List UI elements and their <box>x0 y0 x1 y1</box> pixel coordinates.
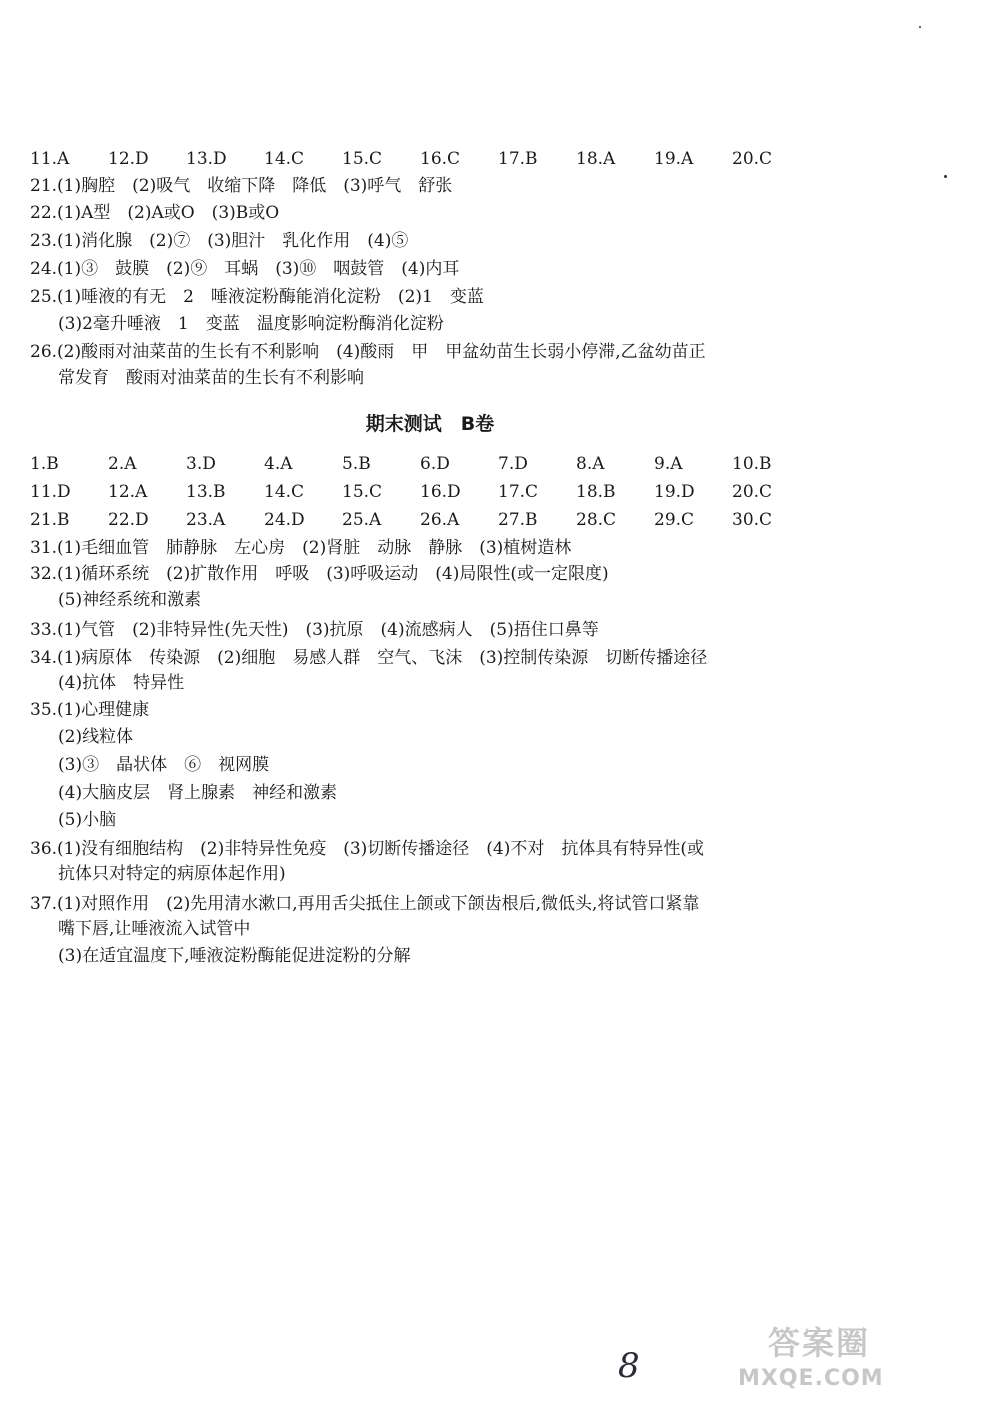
answer-line: 32.(1)循环系统 (2)扩散作用 呼吸 (3)呼吸运动 (4)局限性(或一定限度) <box>30 564 609 584</box>
answer-line: 36.(1)没有细胞结构 (2)非特异性免疫 (3)切断传播途径 (4)不对 抗体具有特异性(或 <box>30 839 704 859</box>
mc-answer: 30.C <box>732 510 773 530</box>
mc-answer: 4.A <box>264 454 293 474</box>
mc-answer: 27.B <box>498 510 538 530</box>
mc-answer: 18.A <box>576 149 616 169</box>
answer-line: 33.(1)气管 (2)非特异性(先天性) (3)抗原 (4)流感病人 (5)捂住口鼻等 <box>30 620 599 640</box>
answer-line: (3)2毫升唾液 1 变蓝 温度影响淀粉酶消化淀粉 <box>58 314 444 334</box>
mc-answer: 13.B <box>186 482 226 502</box>
answer-line: 常发育 酸雨对油菜苗的生长有不利影响 <box>58 368 364 388</box>
mc-answer: 17.C <box>498 482 539 502</box>
answer-line: 23.(1)消化腺 (2)⑦ (3)胆汁 乳化作用 (4)⑤ <box>30 231 409 251</box>
answer-line: 35.(1)心理健康 <box>30 700 150 720</box>
answer-line: (2)线粒体 <box>58 727 134 747</box>
answer-line: (3)③ 晶状体 ⑥ 视网膜 <box>58 755 270 775</box>
answer-line: 22.(1)A型 (2)A或O (3)B或O <box>30 203 280 223</box>
mc-answer: 14.C <box>264 149 305 169</box>
mc-answer: 13.D <box>186 149 227 169</box>
mc-answer: 10.B <box>732 454 772 474</box>
answer-line: 21.(1)胸腔 (2)吸气 收缩下降 降低 (3)呼气 舒张 <box>30 176 453 196</box>
mc-answer: 21.B <box>30 510 70 530</box>
mc-answer: 17.B <box>498 149 538 169</box>
answer-line: 37.(1)对照作用 (2)先用清水漱口,再用舌尖抵住上颌或下颌齿根后,微低头,将试管口紧靠 <box>30 894 700 914</box>
mc-answer: 7.D <box>498 454 528 474</box>
page-number: 8 <box>618 1346 640 1386</box>
answer-line: (5)神经系统和激素 <box>58 590 202 610</box>
answer-line: 嘴下唇,让唾液流入试管中 <box>58 919 251 939</box>
scan-speck <box>944 175 947 178</box>
mc-answer: 23.A <box>186 510 226 530</box>
section-title: 期末测试 B卷 <box>365 413 495 435</box>
mc-answer: 8.A <box>576 454 605 474</box>
mc-answer: 19.D <box>654 482 695 502</box>
mc-answer: 20.C <box>732 482 773 502</box>
answer-line: 26.(2)酸雨对油菜苗的生长有不利影响 (4)酸雨 甲 甲盆幼苗生长弱小停滞,乙盆幼苗正 <box>30 342 706 362</box>
watermark-logo: 答案圈 <box>768 1324 871 1362</box>
mc-answer: 15.C <box>342 482 383 502</box>
mc-answer: 14.C <box>264 482 305 502</box>
mc-answer: 28.C <box>576 510 617 530</box>
mc-answer: 11.A <box>30 149 70 169</box>
mc-answer: 26.A <box>420 510 460 530</box>
mc-answer: 29.C <box>654 510 695 530</box>
watermark-url: MXQE.COM <box>738 1366 884 1391</box>
mc-answer: 9.A <box>654 454 683 474</box>
mc-answer: 5.B <box>342 454 371 474</box>
mc-answer: 16.D <box>420 482 461 502</box>
mc-answer: 19.A <box>654 149 694 169</box>
mc-answer: 20.C <box>732 149 773 169</box>
mc-answer: 12.A <box>108 482 148 502</box>
mc-answer: 15.C <box>342 149 383 169</box>
mc-answer: 2.A <box>108 454 137 474</box>
mc-answer: 16.C <box>420 149 461 169</box>
answer-line: 抗体只对特定的病原体起作用) <box>58 864 286 884</box>
mc-answer: 12.D <box>108 149 149 169</box>
mc-answer: 24.D <box>264 510 305 530</box>
mc-answer: 25.A <box>342 510 382 530</box>
answer-line: 25.(1)唾液的有无 2 唾液淀粉酶能消化淀粉 (2)1 变蓝 <box>30 287 484 307</box>
mc-answer: 6.D <box>420 454 450 474</box>
answer-line: (5)小脑 <box>58 810 117 830</box>
scan-speck <box>919 26 921 28</box>
answer-line: (4)抗体 特异性 <box>58 673 185 693</box>
watermark <box>738 1318 992 1396</box>
answer-line: 31.(1)毛细血管 肺静脉 左心房 (2)肾脏 动脉 静脉 (3)植树造林 <box>30 538 572 558</box>
mc-answer: 3.D <box>186 454 216 474</box>
answer-line: (3)在适宜温度下,唾液淀粉酶能促进淀粉的分解 <box>58 946 411 966</box>
mc-answer: 11.D <box>30 482 71 502</box>
mc-answer: 18.B <box>576 482 616 502</box>
answer-line: (4)大脑皮层 肾上腺素 神经和激素 <box>58 783 338 803</box>
answer-line: 34.(1)病原体 传染源 (2)细胞 易感人群 空气、飞沫 (3)控制传染源 切断传播途径 <box>30 648 708 668</box>
answer-line: 24.(1)③ 鼓膜 (2)⑨ 耳蜗 (3)⑩ 咽鼓管 (4)内耳 <box>30 259 460 279</box>
mc-answer: 22.D <box>108 510 149 530</box>
mc-answer: 1.B <box>30 454 59 474</box>
